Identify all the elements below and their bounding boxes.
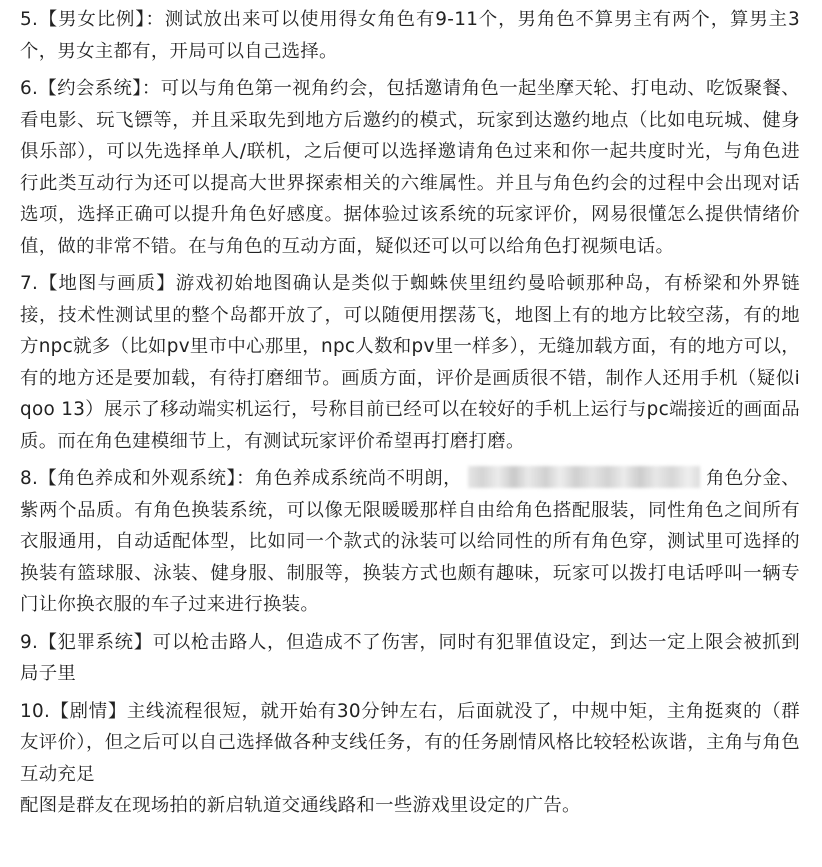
paragraph-character-growth-part1: 8.【角色养成和外观系统】：角色养成系统尚不明朗， xyxy=(20,468,462,489)
paragraph-story: 10.【剧情】主线流程很短，就开始有30分钟左右，后面就没了，中规中矩，主角挺爽的（群友评价），但之后可以自己选择做各种支线任务，有的任务剧情风格比较轻松诙谐，主角与角色互动充足 xyxy=(20,700,800,785)
paragraph-map-graphics: 7.【地图与画质】游戏初始地图确认是类似于蜘蛛侠里纽约曼哈顿那种岛，有桥梁和外界链接，技术性测试里的整个岛都开放了，可以随便用摆荡飞，地图上有的地方比较空荡，有的地方npc就多（比如pv里市中心那里，npc人数和pv里一样多），无缝加载方面，有的地方可以，有的地方还是要加载，有待打磨细节。画质方面，评价是画质很不错，制作人还用手机（疑似iqoo 13）展示了移动端实机运行，号称目前已经可以在较好的手机上运行与pc端接近的画面品质。而在角色建模细节上，有测试玩家评价希望再打磨打磨。 xyxy=(20,273,800,452)
paragraph-crime-system: 9.【犯罪系统】可以枪击路人，但造成不了伤害，同时有犯罪值设定，到达一定上限会被抓到局子里 xyxy=(20,631,800,684)
article-body xyxy=(20,4,800,828)
paragraph-dating-system: 6.【约会系统】：可以与角色第一视角约会，包括邀请角色一起坐摩天轮、打电动、吃饭聚餐、看电影、玩飞镖等，并且采取先到地方后邀约的模式，玩家到达邀约地点（比如电玩城、健身俱乐部），可以先选择单人/联机，之后便可以选择邀请角色过来和你一起共度时光，与角色进行此类互动行为还可以提高大世界探索相关的六维属性。并且与角色约会的过程中会出现对话选项，选择正确可以提升角色好感度。据体验过该系统的玩家评价，网易很懂怎么提供情绪价值，做的非常不错。在与角色的互动方面，疑似还可以可以给角色打视频电话。 xyxy=(20,78,800,257)
paragraph-character-growth xyxy=(20,463,800,621)
paragraph-image-caption: 配图是群友在现场拍的新启轨道交通线路和一些游戏里设定的广告。 xyxy=(20,795,581,816)
paragraph-character-growth-part2: 角色分金、紫两个品质。有角色换装系统，可以像无限暖暖那样自由给角色搭配服装，同性角色之间所有衣服通用，自动适配体型，比如同一个款式的泳装可以给同性的所有角色穿，测试里可选择的换装有篮球服、泳装、健身服、制服等，换装方式也颇有趣味，玩家可以拨打电话呼叫一辆专门让你换衣服的车子过来进行换装。 xyxy=(20,468,800,615)
redacted-blur-region xyxy=(468,466,700,488)
paragraph-gender-ratio: 5.【男女比例】：测试放出来可以使用得女角色有9-11个，男角色不算男主有两个，算男主3个，男女主都有，开局可以自己选择。 xyxy=(20,9,800,62)
